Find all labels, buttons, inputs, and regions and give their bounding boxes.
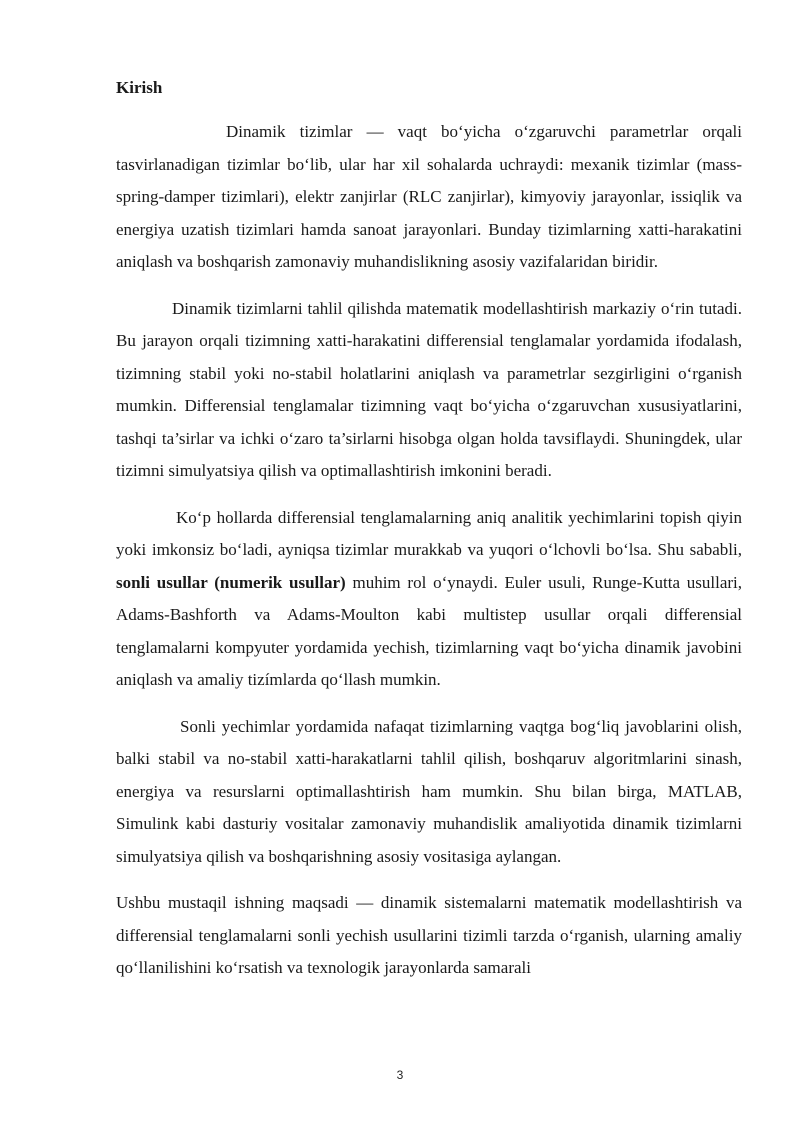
paragraph-4: Sonli yechimlar yordamida nafaqat tizimlarning vaqtga bog‘liq javoblarini olish, balki stabil va no-stabil xatti-harakatlarni tahlil qilish, boshqaruv algoritmlarini sinash, energiya va resurslarni optimallashtirish ham mumkin. Shu bilan birga, MATLAB, Simulink kabi dasturiy vositalar zamonaviy muhandislik amaliyotida dinamik tizimlarni simulyatsiya qilish va boshqarishning asosiy vositasiga aylangan. — [116, 716, 742, 866]
paragraph-3-text-before: Ko‘p hollarda differensial tenglamalarning aniq analitik yechimlarini topish qiyin yoki imkonsiz bo‘ladi, ayniqsa tizimlar murakkab va yuqori o‘lchovli bo‘lsa. Shu sababli, — [116, 507, 742, 559]
page-number: 3 — [396, 1068, 404, 1082]
paragraph-3 — [116, 502, 742, 697]
page-content — [116, 76, 742, 985]
paragraph-1: Dinamik tizimlar — vaqt bo‘yicha o‘zgaruvchi parametrlar orqali tasvirlanadigan tizimlar bo‘lib, ular har xil sohalarda uchraydi: mexanik tizimlar (mass-spring-damper tizimlari), elektr zanjirlar (RLC zanjirlar), kimyoviy jarayonlar, issiqlik va energiya uzatish tizimlari hamda sanoat jarayonlari. Bunday tizimlarning xatti-harakatini aniqlash va boshqarish zamonaviy muhandislikning asosiy vazifalaridan biridir. — [116, 122, 742, 271]
section-heading: Kirish — [116, 78, 163, 97]
paragraph-2: Dinamik tizimlarni tahlil qilishda matematik modellashtirish markaziy o‘rin tutadi. Bu jarayon orqali tizimning xatti-harakatini differensial tenglamalar yordamida ifodalash, tizimning stabil yoki no-stabil holatlarini aniqlash va parametrlar sezgirligini o‘rganish mumkin. Differensial tenglamalar tizimning vaqt bo‘yicha o‘zgaruvchan xususiyatlarini, tashqi ta’sirlar va ichki o‘zaro ta’sirlarni hisobga olgan holda tavsiflaydi. Shuningdek, ular tizimni simulyatsiya qilish va optimallashtirish imkonini beradi. — [116, 298, 742, 480]
paragraph-3-text-after: muhim rol o‘ynaydi. Euler usuli, Runge-Kutta usullari, Adams-Bashforth va Adams-Moulton kabi multistep usullar orqali differensial tenglamalarni kompyuter yordamida yechish, tizimlarning vaqt bo‘yicha dinamik javobini aniqlash va amaliy tizímlarda qo‘llash mumkin. — [116, 572, 743, 689]
paragraph-5: Ushbu mustaqil ishning maqsadi — dinamik sistemalarni matematik modellashtirish va differensial tenglamalarni sonli yechish usullarini tizimli tarzda o‘rganish, ularning amaliy qo‘llanilishini ko‘rsatish va texnologik jarayonlarda samarali — [116, 893, 742, 977]
paragraph-3-bold-term: sonli usullar (numerik usullar) — [116, 572, 346, 592]
